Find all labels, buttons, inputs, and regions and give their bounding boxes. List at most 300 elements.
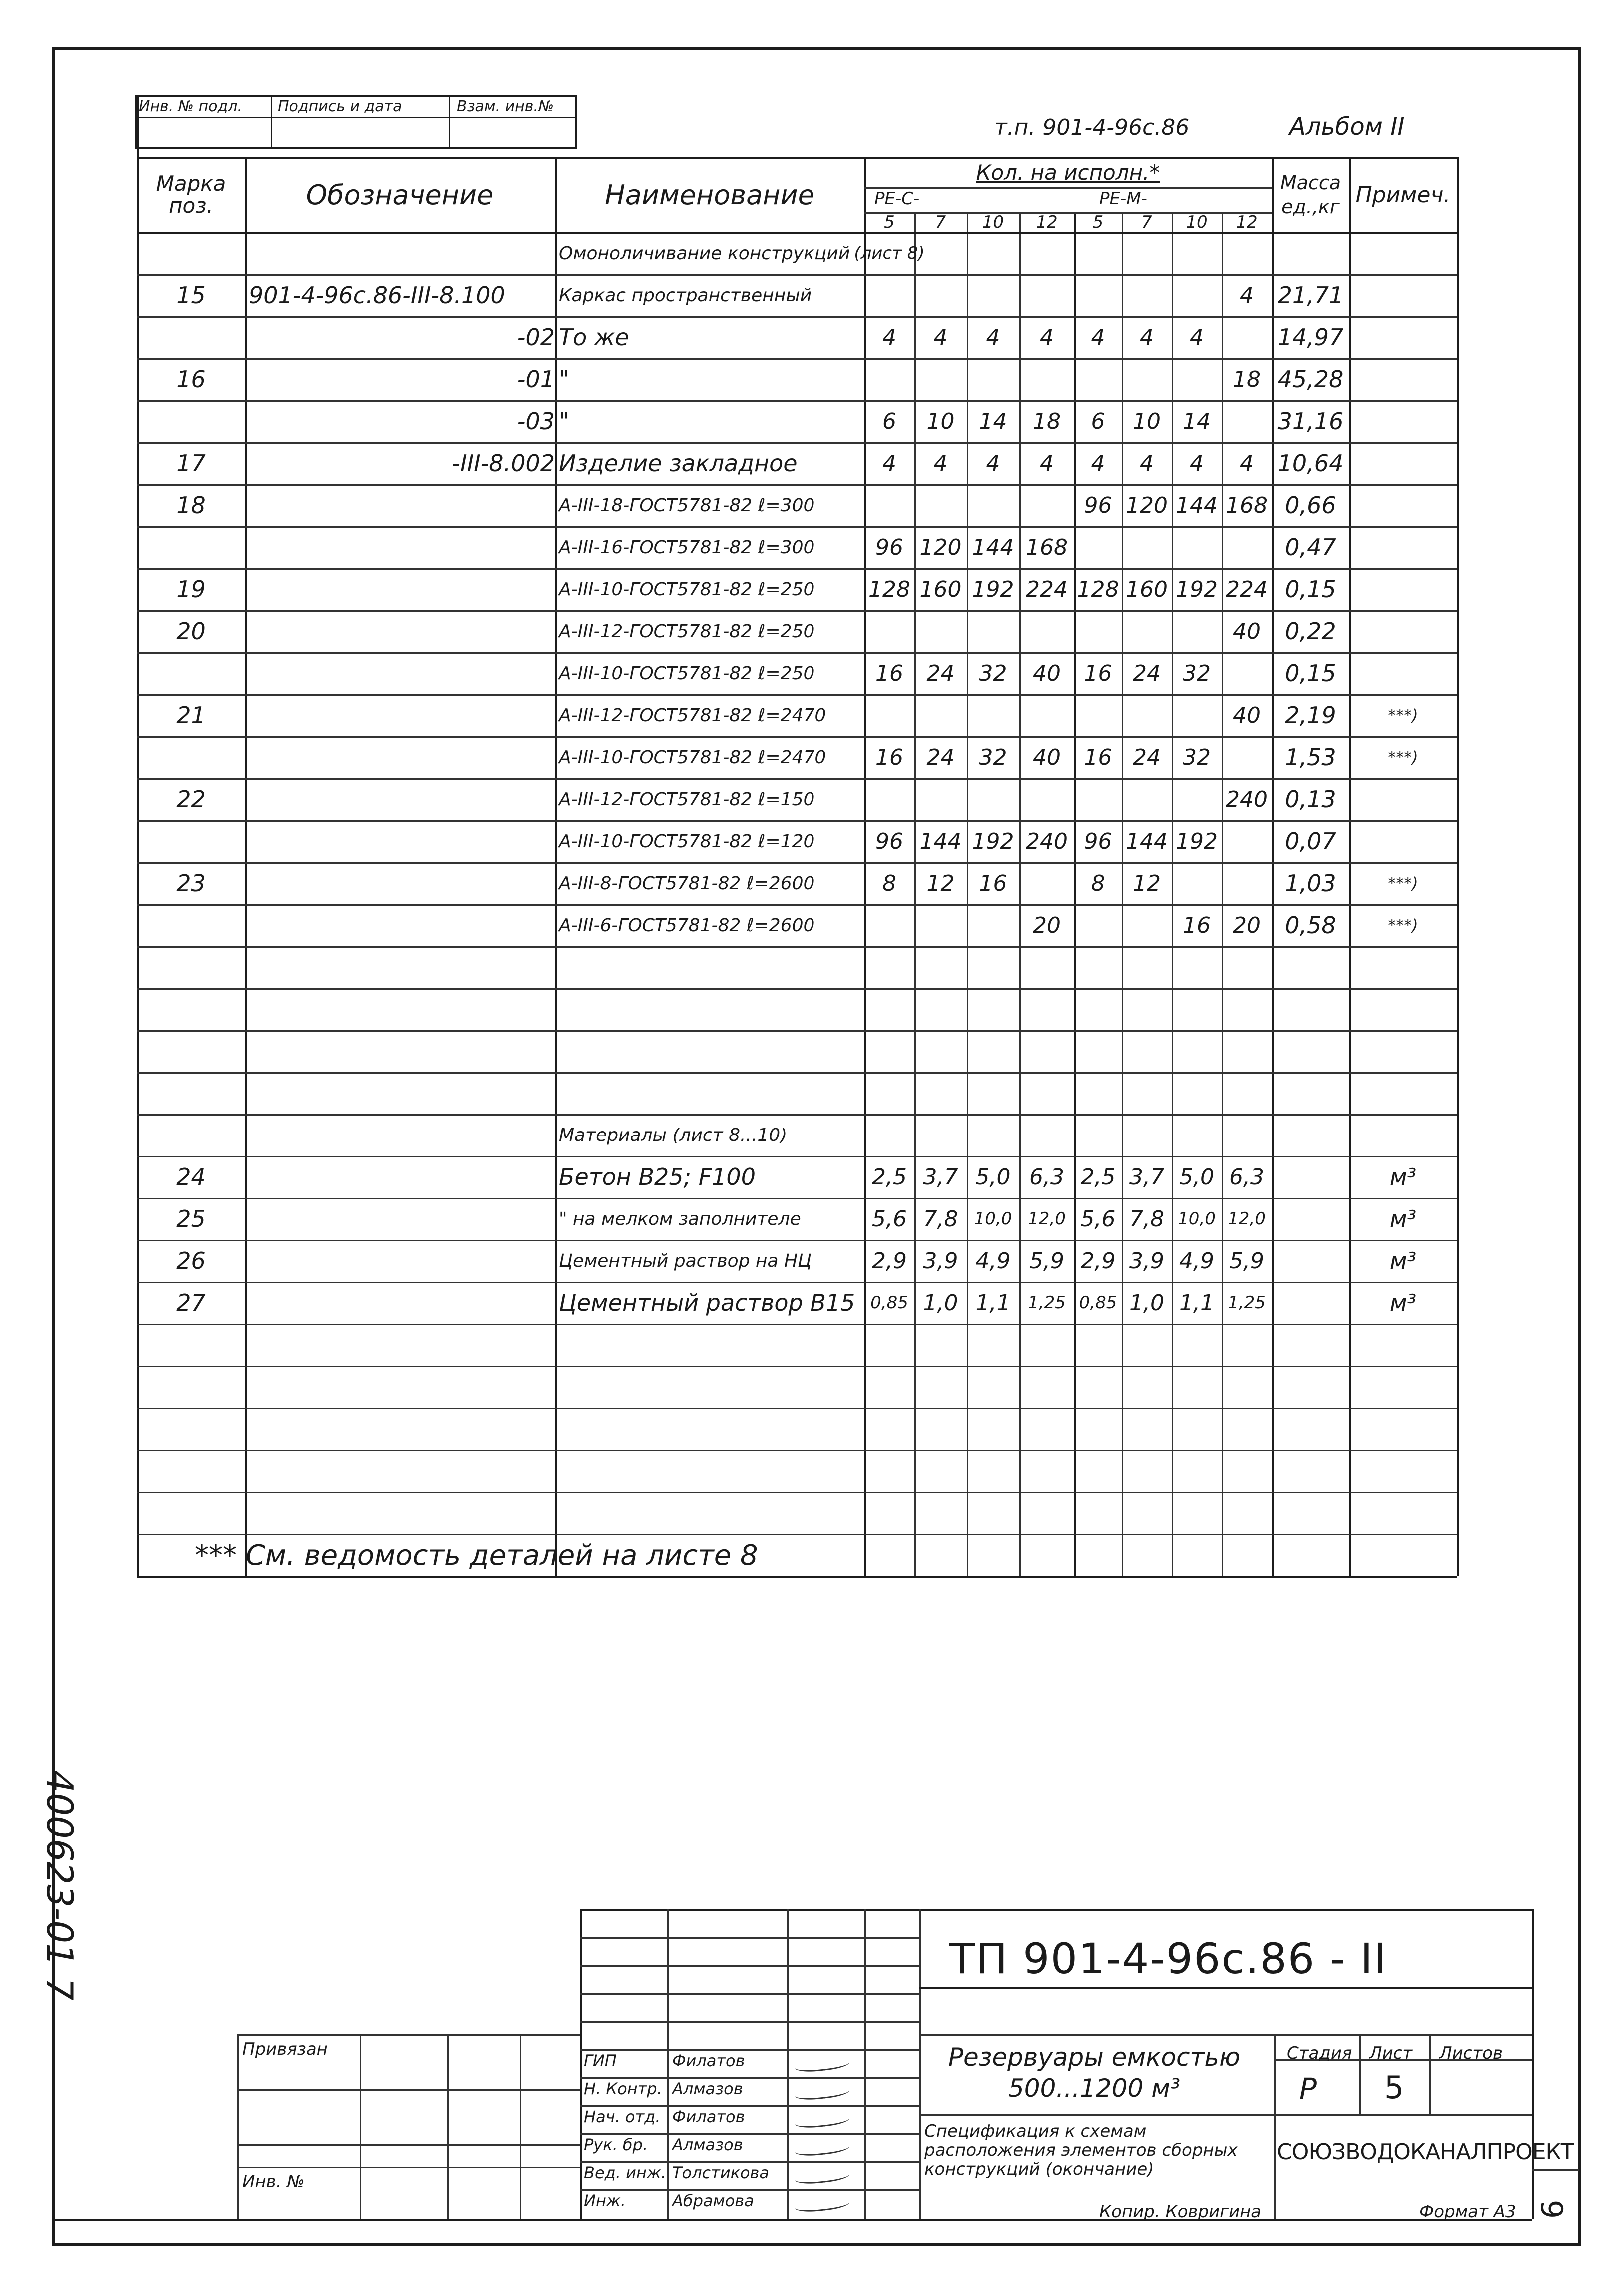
cell-qty: 16 <box>1084 744 1112 770</box>
cell-qty: 168 <box>1226 492 1268 518</box>
header-sub-col: 10 <box>1186 212 1208 232</box>
cell-qty <box>864 1324 914 1366</box>
cell-qty <box>914 1072 967 1114</box>
tb-role-name: Филатов <box>672 2051 745 2070</box>
tb-row <box>580 1965 919 1967</box>
cell-qty: 3,9 <box>923 1248 958 1274</box>
cell-mass: 45,28 <box>1277 366 1344 393</box>
album-label: Альбом II <box>1289 113 1405 141</box>
tb-row <box>580 2021 919 2023</box>
cell-qty <box>1222 652 1272 694</box>
cell-oboznachenie <box>245 1114 559 1156</box>
cell-qty <box>1074 1114 1122 1156</box>
cell-mass: 0,13 <box>1285 786 1336 813</box>
cell-qty: 6 <box>882 408 896 434</box>
cell-oboznachenie <box>245 1156 559 1198</box>
cell-qty: 4 <box>1140 450 1154 476</box>
cell-qty: 160 <box>919 576 962 602</box>
cell-oboznachenie <box>245 1030 559 1072</box>
cell-pos: 23 <box>176 870 206 897</box>
header-sub-col: 5 <box>884 212 895 232</box>
header-sub-col: 10 <box>982 212 1004 232</box>
cell-qty <box>967 946 1019 988</box>
cell-qty <box>864 274 914 316</box>
stadiya-label: Стадия <box>1287 2043 1352 2063</box>
footnote: *** См. ведомость деталей на листе 8 <box>195 1539 758 1572</box>
tb-role-name: Филатов <box>672 2107 745 2126</box>
cell-qty: 10,0 <box>1178 1209 1216 1229</box>
cell-note: ***) <box>1388 706 1418 725</box>
cell-qty <box>914 1492 967 1534</box>
corner-box <box>1532 2169 1579 2171</box>
cell-pos: 18 <box>176 492 206 519</box>
cell-qty <box>1074 358 1122 400</box>
cell-naimenovanie: A-III-8-ГОСТ5781-82 ℓ=2600 <box>559 873 815 894</box>
cell-qty <box>1019 778 1074 820</box>
cell-qty: 40 <box>1033 660 1061 686</box>
cell-qty: 240 <box>1026 828 1068 854</box>
cell-qty: 224 <box>1026 576 1068 602</box>
cell-note <box>1349 1324 1457 1366</box>
cell-note: м³ <box>1389 1247 1417 1274</box>
cell-mass: 14,97 <box>1277 324 1344 351</box>
cell-qty <box>914 484 967 526</box>
cell-qty <box>967 1366 1019 1408</box>
org-name: СОЮЗВОДОКАНАЛПРОЕКТ <box>1277 2139 1574 2165</box>
cell-oboznachenie <box>245 568 559 610</box>
cell-pos <box>137 1366 245 1408</box>
cell-note <box>1349 1408 1457 1450</box>
cell-qty: 5,0 <box>975 1164 1011 1190</box>
cell-naimenovanie: A-III-10-ГОСТ5781-82 ℓ=250 <box>559 579 815 600</box>
header-group-c: РЕ-С- <box>874 189 920 209</box>
cell-mass: 2,19 <box>1285 702 1336 729</box>
cell-pos: 26 <box>176 1247 206 1274</box>
tb-role: Н. Контр. <box>584 2079 662 2098</box>
cell-qty <box>1172 946 1222 988</box>
cell-note <box>1349 1366 1457 1408</box>
cell-pos <box>137 820 245 862</box>
cell-qty: 16 <box>875 744 903 770</box>
cell-oboznachenie <box>245 1408 559 1450</box>
cell-mass <box>1272 1282 1349 1324</box>
cell-naimenovanie: A-III-12-ГОСТ5781-82 ℓ=250 <box>559 621 815 642</box>
cell-pos <box>137 1492 245 1534</box>
cell-qty: 32 <box>1183 744 1211 770</box>
cell-qty <box>967 1450 1019 1492</box>
cell-qty: 10,0 <box>974 1209 1012 1229</box>
cell-qty <box>1074 904 1122 946</box>
cell-pos <box>137 946 245 988</box>
tb-ext <box>237 2089 580 2091</box>
cell-qty <box>1122 1534 1172 1576</box>
cell-qty <box>1074 988 1122 1030</box>
cell-qty: 20 <box>1033 912 1061 938</box>
cell-qty: 40 <box>1233 618 1261 644</box>
cell-qty <box>1074 526 1122 568</box>
tb-row <box>580 2189 919 2191</box>
cell-note <box>1349 778 1457 820</box>
cell-qty: 96 <box>875 534 903 560</box>
cell-qty: 12,0 <box>1028 1209 1066 1229</box>
tb-row <box>580 1937 919 1939</box>
cell-qty: 14 <box>979 408 1007 434</box>
cell-qty <box>1172 1408 1222 1450</box>
cell-mass <box>1272 1366 1349 1408</box>
cell-qty <box>1019 1030 1074 1072</box>
cell-naimenovanie: " <box>559 366 570 393</box>
cell-pos: 25 <box>176 1205 206 1232</box>
cell-mass <box>1272 1450 1349 1492</box>
cell-qty <box>1074 1492 1122 1534</box>
cell-qty: 168 <box>1026 534 1068 560</box>
cell-qty <box>1122 1324 1172 1366</box>
tb-row <box>580 2105 919 2107</box>
cell-qty <box>1222 526 1272 568</box>
cell-qty <box>1019 1114 1074 1156</box>
cell-note <box>1349 652 1457 694</box>
cell-qty: 12,0 <box>1228 1209 1266 1229</box>
cell-qty <box>1074 1450 1122 1492</box>
cell-qty <box>1122 1072 1172 1114</box>
cell-qty <box>1074 1030 1122 1072</box>
doc-number: ТП 901-4-96с.86 - II <box>949 1934 1387 1983</box>
cell-pos <box>137 904 245 946</box>
cell-qty <box>1122 946 1172 988</box>
cell-pos: 19 <box>176 576 206 603</box>
cell-qty: 4 <box>1190 324 1204 350</box>
cell-qty <box>967 1114 1019 1156</box>
cell-qty <box>1074 1072 1122 1114</box>
cell-qty <box>1122 694 1172 736</box>
cell-mass <box>1272 988 1349 1030</box>
cell-qty: 144 <box>1126 828 1168 854</box>
cell-pos <box>137 1324 245 1366</box>
cell-qty <box>914 1324 967 1366</box>
cell-oboznachenie <box>245 778 559 820</box>
cell-qty <box>864 946 914 988</box>
left-guide <box>137 95 139 157</box>
cell-mass <box>1272 232 1349 274</box>
cell-qty <box>1122 274 1172 316</box>
cell-qty <box>1074 1324 1122 1366</box>
cell-qty <box>1222 400 1272 442</box>
cell-qty: 24 <box>1133 660 1161 686</box>
cell-pos: 20 <box>176 618 206 645</box>
cell-qty <box>1122 1030 1172 1072</box>
cell-oboznachenie <box>245 1240 559 1282</box>
cell-qty <box>914 1450 967 1492</box>
table-bottom-line <box>137 1576 1457 1578</box>
cell-qty: 1,0 <box>923 1290 958 1316</box>
cell-oboznachenie <box>245 946 559 988</box>
header-sub-col: 5 <box>1092 212 1104 232</box>
cell-note <box>1349 1030 1457 1072</box>
cell-note: ***) <box>1388 916 1418 935</box>
cell-note <box>1349 1534 1457 1576</box>
cell-qty: 4 <box>933 450 948 476</box>
cell-qty: 4 <box>1240 282 1254 308</box>
cell-naimenovanie <box>555 988 868 1030</box>
cell-qty <box>1074 232 1122 274</box>
privyazan-label: Привязан <box>242 2039 328 2059</box>
tb-role-name: Абрамова <box>672 2191 754 2210</box>
cell-mass: 0,07 <box>1285 828 1336 855</box>
cell-qty: (лист 8) <box>854 243 925 263</box>
stadiya-value: Р <box>1299 2072 1317 2106</box>
cell-pos <box>137 526 245 568</box>
cell-qty <box>1172 1114 1222 1156</box>
cell-qty: 32 <box>979 744 1007 770</box>
cell-qty <box>1019 1492 1074 1534</box>
cell-oboznachenie <box>245 904 559 946</box>
tb-ext-col <box>360 2034 361 2219</box>
cell-qty <box>864 1366 914 1408</box>
cell-oboznachenie <box>245 862 559 904</box>
cell-qty <box>1172 1450 1222 1492</box>
tb-r-col <box>1429 2034 1431 2114</box>
cell-qty: 24 <box>926 660 955 686</box>
cell-qty: 192 <box>1176 576 1218 602</box>
tb-r-row <box>919 1987 1532 1989</box>
cell-note <box>1349 484 1457 526</box>
cell-naimenovanie: A-III-12-ГОСТ5781-82 ℓ=150 <box>559 789 815 810</box>
cell-qty: 4 <box>1091 450 1105 476</box>
cell-qty: 8 <box>882 870 896 896</box>
tb-r-col <box>1359 2034 1361 2114</box>
cell-pos: 17 <box>176 450 206 477</box>
cell-naimenovanie: Материалы (лист 8...10) <box>559 1125 788 1145</box>
cell-qty <box>1172 1492 1222 1534</box>
cell-mass: 0,15 <box>1285 576 1336 603</box>
cell-qty: 4 <box>1040 324 1054 350</box>
cell-qty <box>967 1030 1019 1072</box>
cell-qty <box>1019 610 1074 652</box>
cell-qty <box>1222 1114 1272 1156</box>
header-sub-col: 7 <box>935 212 946 232</box>
cell-qty: 5,6 <box>872 1206 907 1232</box>
cell-note <box>1349 442 1457 484</box>
cell-oboznachenie <box>245 1198 559 1240</box>
cell-oboznachenie: -02 <box>517 324 555 351</box>
cell-pos: 24 <box>176 1163 206 1190</box>
cell-qty: 6,3 <box>1229 1164 1264 1190</box>
cell-qty: 0,85 <box>1079 1293 1117 1313</box>
cell-qty <box>1122 232 1172 274</box>
cell-qty <box>1222 1408 1272 1450</box>
cell-qty <box>914 1114 967 1156</box>
cell-qty: 32 <box>979 660 1007 686</box>
cell-qty: 96 <box>875 828 903 854</box>
tb-ext-col <box>237 2034 239 2219</box>
cell-oboznachenie <box>245 1282 559 1324</box>
cell-naimenovanie: A-III-6-ГОСТ5781-82 ℓ=2600 <box>559 915 815 936</box>
cell-note <box>1349 1072 1457 1114</box>
tb-role: Инж. <box>584 2191 626 2210</box>
cell-qty <box>967 694 1019 736</box>
cell-qty: 20 <box>1233 912 1261 938</box>
tb-row <box>580 2049 919 2051</box>
cell-qty <box>914 1408 967 1450</box>
cell-mass <box>1272 1030 1349 1072</box>
cell-pos: 15 <box>176 282 206 309</box>
cell-qty: 16 <box>979 870 1007 896</box>
cell-qty <box>1222 820 1272 862</box>
header-massa: Масса ед.,кг <box>1280 172 1341 218</box>
cell-qty: 4 <box>882 324 896 350</box>
cell-naimenovanie: A-III-12-ГОСТ5781-82 ℓ=2470 <box>559 705 826 726</box>
cell-oboznachenie <box>245 526 559 568</box>
cell-qty <box>1222 736 1272 778</box>
cell-qty <box>967 778 1019 820</box>
cell-note <box>1349 1492 1457 1534</box>
cell-qty: 160 <box>1126 576 1168 602</box>
cell-note <box>1349 988 1457 1030</box>
cell-note: м³ <box>1389 1163 1417 1190</box>
cell-qty <box>1172 1324 1222 1366</box>
tb-row <box>580 2161 919 2163</box>
cell-qty <box>864 778 914 820</box>
cell-qty: 4 <box>1190 450 1204 476</box>
cell-qty <box>1172 1534 1222 1576</box>
cell-qty <box>1122 358 1172 400</box>
cell-qty: 96 <box>1084 828 1112 854</box>
cell-qty <box>1019 1534 1074 1576</box>
tb-role-name: Толстикова <box>672 2163 769 2182</box>
cell-qty <box>864 484 914 526</box>
cell-qty <box>1019 484 1074 526</box>
cell-qty: 4 <box>882 450 896 476</box>
cell-naimenovanie <box>555 1324 868 1366</box>
cell-note <box>1349 526 1457 568</box>
cell-note: м³ <box>1389 1205 1417 1232</box>
cell-qty <box>1019 1450 1074 1492</box>
cell-qty <box>1074 778 1122 820</box>
cell-naimenovanie <box>555 1492 868 1534</box>
format-label: Формат А3 <box>1419 2202 1516 2222</box>
tb-col <box>864 1909 866 2219</box>
cell-qty <box>1172 694 1222 736</box>
cell-naimenovanie <box>555 1408 868 1450</box>
cell-qty: 128 <box>868 576 910 602</box>
cell-qty <box>914 610 967 652</box>
cell-mass <box>1272 946 1349 988</box>
cell-note: ***) <box>1388 874 1418 893</box>
cell-qty <box>1122 1114 1172 1156</box>
cell-pos <box>137 1072 245 1114</box>
cell-qty: 4 <box>1240 450 1254 476</box>
cell-qty <box>1222 946 1272 988</box>
side-number: 400623-01 7 <box>39 1770 81 2001</box>
cell-oboznachenie <box>245 1450 559 1492</box>
tb-bottom <box>52 2219 1532 2221</box>
cell-qty: 18 <box>1033 408 1061 434</box>
cell-qty <box>1172 862 1222 904</box>
cell-qty <box>1122 778 1172 820</box>
cell-note <box>1349 1114 1457 1156</box>
header-sub-col: 12 <box>1036 212 1058 232</box>
cell-qty: 144 <box>1176 492 1218 518</box>
header-sub-col: 12 <box>1236 212 1258 232</box>
cell-pos <box>137 736 245 778</box>
tb-role-name: Алмазов <box>672 2079 743 2098</box>
tb-row <box>580 1993 919 1995</box>
cell-qty: 32 <box>1183 660 1211 686</box>
cell-qty <box>1172 526 1222 568</box>
list-label: Лист <box>1369 2043 1413 2063</box>
cell-qty <box>967 1324 1019 1366</box>
cell-oboznachenie <box>245 1324 559 1366</box>
cell-qty: 24 <box>926 744 955 770</box>
cell-mass: 10,64 <box>1277 450 1344 477</box>
cell-qty <box>864 1408 914 1450</box>
cell-qty <box>1222 1324 1272 1366</box>
cell-qty <box>1019 232 1074 274</box>
cell-oboznachenie <box>245 1072 559 1114</box>
cell-qty: 2,9 <box>1080 1248 1116 1274</box>
cell-pos <box>137 1408 245 1450</box>
cell-qty <box>914 232 967 274</box>
cell-qty <box>967 1492 1019 1534</box>
cell-qty <box>1172 1072 1222 1114</box>
cell-mass <box>1272 1324 1349 1366</box>
tb-role: Рук. бр. <box>584 2135 648 2154</box>
cell-note <box>1349 1450 1457 1492</box>
cell-naimenovanie: A-III-10-ГОСТ5781-82 ℓ=250 <box>559 663 815 684</box>
cell-qty <box>1074 946 1122 988</box>
cell-qty <box>864 1492 914 1534</box>
cell-qty <box>914 778 967 820</box>
cell-note <box>1349 232 1457 274</box>
tb-ext <box>237 2167 580 2168</box>
cell-naimenovanie: Бетон В25; F100 <box>559 1163 756 1190</box>
cell-mass <box>1272 1156 1349 1198</box>
cell-qty <box>864 1450 914 1492</box>
tb-r-row <box>919 2114 1532 2116</box>
cell-qty: 1,25 <box>1028 1293 1066 1313</box>
cell-qty: 144 <box>972 534 1014 560</box>
cell-mass <box>1272 1240 1349 1282</box>
cell-qty: 4,9 <box>1179 1248 1214 1274</box>
cell-oboznachenie <box>245 694 559 736</box>
cell-qty <box>967 274 1019 316</box>
cell-qty <box>1019 274 1074 316</box>
cell-qty <box>1074 274 1122 316</box>
cell-naimenovanie: A-III-16-ГОСТ5781-82 ℓ=300 <box>559 537 815 558</box>
cell-naimenovanie: Каркас пространственный <box>559 285 812 306</box>
tb-role: ГИП <box>584 2051 617 2070</box>
cell-qty: 3,7 <box>1129 1164 1164 1190</box>
cell-mass: 1,53 <box>1285 744 1336 771</box>
tb-col <box>787 1909 789 2219</box>
cell-note <box>1349 274 1457 316</box>
listov-label: Листов <box>1439 2043 1503 2063</box>
cell-qty: 1,0 <box>1129 1290 1164 1316</box>
cell-oboznachenie <box>245 820 559 862</box>
header-naimenovanie: Наименование <box>605 179 814 211</box>
cell-qty: 12 <box>926 870 955 896</box>
tb-r-row <box>919 2034 1532 2036</box>
cell-qty <box>864 904 914 946</box>
cell-oboznachenie: -III-8.002 <box>452 450 555 477</box>
cell-qty: 3,9 <box>1129 1248 1164 1274</box>
cell-qty <box>967 610 1019 652</box>
cell-qty: 12 <box>1133 870 1161 896</box>
cell-mass: 21,71 <box>1277 282 1344 309</box>
cell-mass <box>1272 1408 1349 1450</box>
cell-qty: 4 <box>1140 324 1154 350</box>
cell-qty <box>1222 1072 1272 1114</box>
